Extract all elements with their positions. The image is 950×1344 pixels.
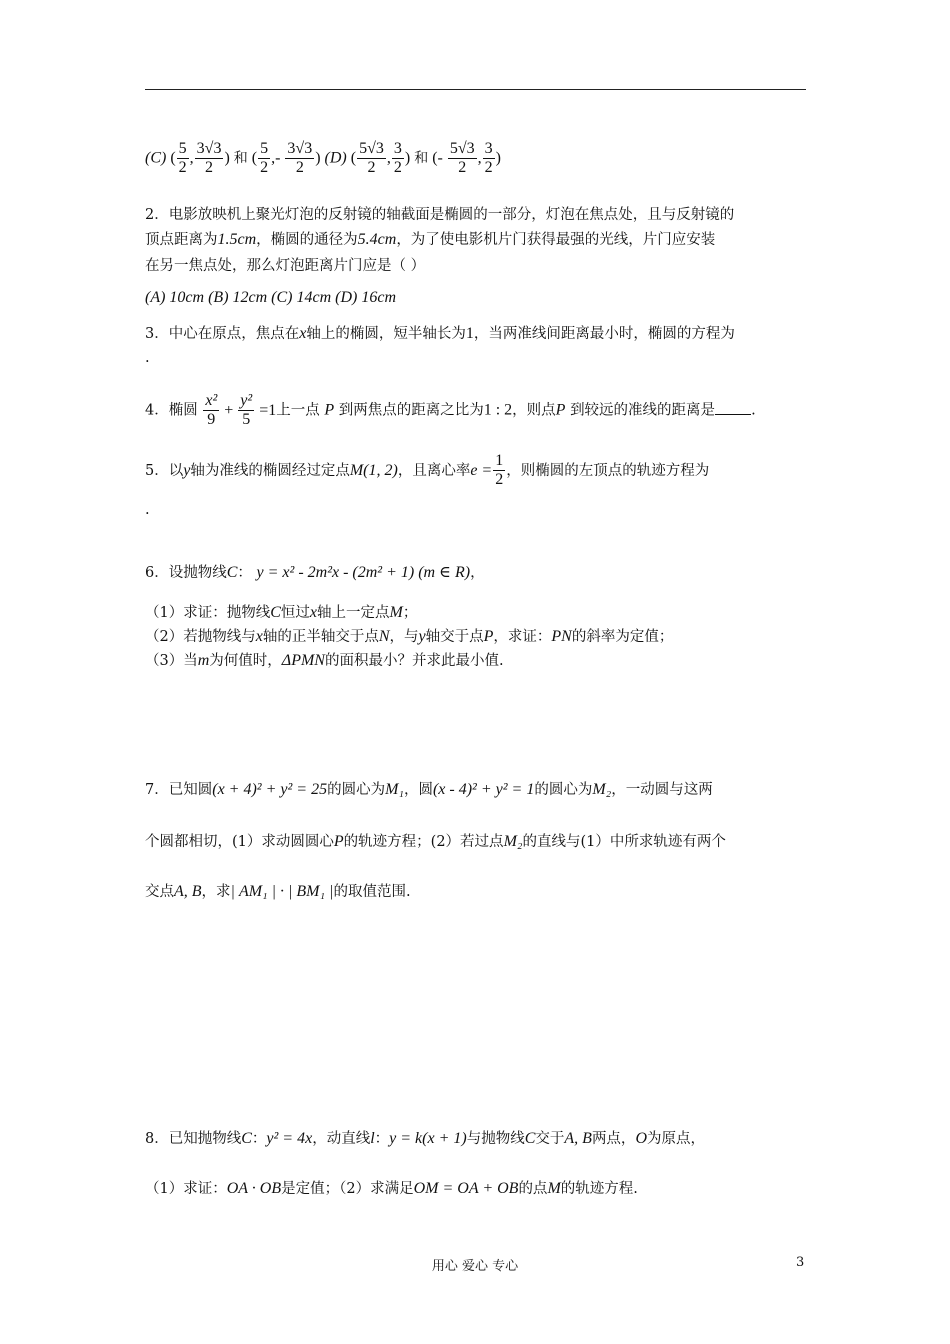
- q5-end: .: [145, 502, 150, 518]
- q3-line1: 3．中心在原点，焦点在x轴上的椭圆，短半轴长为1，当两准线间距离最小时，椭圆的方程为: [145, 325, 735, 342]
- header-rule: [145, 89, 806, 90]
- q6-part3: （3）当m为何值时，ΔPMN的面积最小？并求此最小值.: [145, 652, 504, 669]
- q6-line: 6．设抛物线C： y = x² - 2m²x - (2m² + 1) (m ∈ R)，: [145, 564, 485, 581]
- q2-line2: 顶点距离为1.5cm，椭圆的通径为5.4cm，为了使电影机片门获得最强的光线，片门应安装: [145, 231, 716, 248]
- q2-line1: 2．电影放映机上聚光灯泡的反射镜的轴截面是椭圆的一部分，灯泡在焦点处，且与反射镜的: [145, 207, 735, 223]
- q7-line3: 交点A, B，求| AM₁ | · | BM₁ |的取值范围.: [145, 883, 411, 900]
- q2-options: (A) 10cm (B) 12cm (C) 14cm (D) 16cm: [145, 289, 397, 306]
- q4-line: 4．椭圆 $\frac{\text{x²}}{9}$ + $\frac{\text{y²}}{5}$ =1上一点 P 到两焦点的距离之比为1 : 2，则点P 到较远的准线的距离是 .: [145, 392, 756, 429]
- page-footer: 用心 爱心 专心: [431, 1259, 519, 1274]
- options-cd: (C) ( $\frac{5}{2}$ , $\frac{3√3}{2}$ ) 和 ( $\frac{5}{2}$ ,- $\frac{3√3}{2}$ ) (D) ( $\frac{5√3}{2}$ , $\frac{3}{2}$ ) 和 (- $\frac{5√3}{2}$ , $\frac{3}{2}$ ): [145, 140, 501, 177]
- q2-line3: 在另一焦点处，那么灯泡距离片门应是（ ）: [145, 258, 426, 274]
- q8-line2: （1）求证：OA · OB是定值；（2）求满足OM = OA + OB的点M的轨迹方程.: [145, 1180, 638, 1197]
- q3-end: .: [145, 350, 150, 366]
- answer-blank[interactable]: [715, 402, 751, 415]
- q7-line1: 7．已知圆(x + 4)² + y² = 25的圆心为M₁，圆(x - 4)² + y² = 1的圆心为M₂，一动圆与这两: [145, 781, 713, 798]
- page-number: 3: [796, 1255, 805, 1270]
- q8-line1: 8．已知抛物线C：y² = 4x，动直线l：y = k(x + 1)与抛物线C交于A, B两点，O为原点，: [145, 1130, 705, 1147]
- q5-line: 5．以y轴为准线的椭圆经过定点M(1, 2)，且离心率e = $\frac{1}{2}$ ，则椭圆的左顶点的轨迹方程为: [145, 452, 710, 489]
- q6-part1: （1）求证：抛物线C恒过x轴上一定点M；: [145, 604, 418, 621]
- q7-line2: 个圆都相切，(1）求动圆圆心P的轨迹方程；(2）若过点M₂的直线与(1）中所求轨迹有两个: [145, 833, 726, 850]
- q6-part2: （2）若抛物线与x轴的正半轴交于点N，与y轴交于点P，求证：PN的斜率为定值；: [145, 628, 674, 645]
